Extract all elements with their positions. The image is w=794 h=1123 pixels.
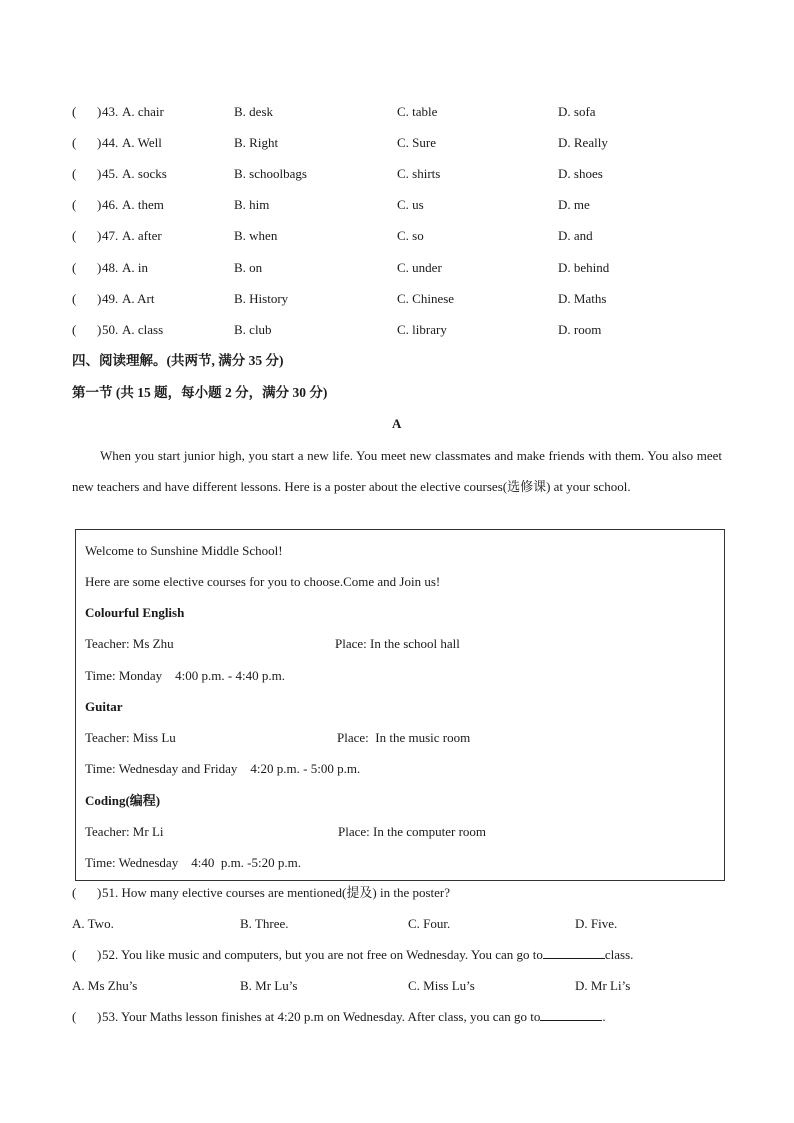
option-b: B. Right: [234, 135, 279, 150]
answer-paren-open: (: [72, 885, 77, 900]
option-b: B. him: [234, 197, 270, 212]
answer-blank: [540, 1008, 602, 1021]
answer-paren-open: (: [72, 291, 77, 306]
section-subtitle: 第一节 (共 15 题，每小题 2 分，满分 30 分): [72, 385, 328, 400]
option-a: A. socks: [122, 166, 167, 181]
question-number: 47.: [102, 228, 119, 243]
option-d: D. and: [558, 228, 593, 243]
choice-row-45: [0, 164, 794, 184]
answer-paren-close: ): [97, 166, 102, 181]
question-number: 46.: [102, 197, 119, 212]
option-b: B. club: [234, 322, 272, 337]
option-b: B. schoolbags: [234, 166, 307, 181]
option-b: B. Three.: [240, 916, 289, 931]
answer-paren-close: ): [97, 322, 102, 337]
answer-paren-open: (: [72, 322, 77, 337]
choice-row-43: [0, 102, 794, 122]
course-place: Place: In the school hall: [335, 636, 460, 651]
answer-paren-close: ): [97, 228, 102, 243]
option-d: D. Maths: [558, 291, 607, 306]
option-d: D. behind: [558, 260, 610, 275]
option-c: C. library: [397, 322, 447, 337]
option-a: A. Well: [122, 135, 162, 150]
option-d: D. shoes: [558, 166, 603, 181]
option-d: D. Mr Li’s: [575, 978, 631, 993]
answer-paren-open: (: [72, 260, 77, 275]
question-number: 44.: [102, 135, 119, 150]
option-c: C. us: [397, 197, 424, 212]
option-c: C. Four.: [408, 916, 451, 931]
option-b: B. Mr Lu’s: [240, 978, 298, 993]
option-a: A. them: [122, 197, 164, 212]
question-53: [0, 1007, 794, 1027]
option-c: C. Chinese: [397, 291, 455, 306]
question-52: [0, 945, 794, 965]
choice-row-50: [0, 320, 794, 340]
option-b: B. on: [234, 260, 263, 275]
option-a: A. Ms Zhu’s: [72, 978, 138, 993]
option-a: A. after: [122, 228, 162, 243]
option-c: C. under: [397, 260, 442, 275]
course-time: Time: Wednesday 4:40 p.m. -5:20 p.m.: [85, 855, 301, 870]
option-c: C. shirts: [397, 166, 441, 181]
choice-row-49: [0, 289, 794, 309]
choice-row-44: [0, 133, 794, 153]
option-a: A. class: [122, 322, 164, 337]
option-c: C. table: [397, 104, 438, 119]
question-text: 52. You like music and computers, but you are not free on Wednesday. You can go to: [102, 947, 543, 962]
passage-label: A: [392, 416, 402, 431]
option-b: B. desk: [234, 104, 273, 119]
poster-box: [75, 529, 725, 881]
question-number: 49.: [102, 291, 119, 306]
question-51: [0, 883, 794, 903]
option-b: B. when: [234, 228, 278, 243]
course-name: Guitar: [85, 699, 123, 714]
course-teacher: Teacher: Miss Lu: [85, 730, 176, 745]
option-c: C. Miss Lu’s: [408, 978, 475, 993]
answer-paren-close: ): [97, 104, 102, 119]
passage-label-row: [0, 414, 794, 434]
section-title: 四、阅读理解。(共两节, 满分 35 分): [72, 353, 284, 368]
answer-paren-open: (: [72, 166, 77, 181]
question-text-end: .: [602, 1009, 606, 1024]
question-text: 53. Your Maths lesson finishes at 4:20 p.m on Wednesday. After class, you can go to: [102, 1009, 541, 1024]
passage-text: When you start junior high, you start a new life. You meet new classmates and make friends with them. You also meet new teachers and have different lessons. Here is a poster about the elective courses(选修课) at your school.: [72, 448, 722, 494]
option-d: D. Really: [558, 135, 608, 150]
answer-paren-open: (: [72, 104, 77, 119]
option-a: A. chair: [122, 104, 164, 119]
course-teacher: Teacher: Mr Li: [85, 824, 164, 839]
course-time: Time: Wednesday and Friday 4:20 p.m. - 5:00 p.m.: [85, 761, 361, 776]
question-text: 51. How many elective courses are mentioned(提及) in the poster?: [102, 885, 450, 900]
question-number: 50.: [102, 322, 119, 337]
answer-paren-open: (: [72, 228, 77, 243]
option-a: A. in: [122, 260, 148, 275]
option-c: C. Sure: [397, 135, 436, 150]
question-text-line: [102, 945, 633, 965]
choice-row-46: [0, 195, 794, 215]
option-a: A. Two.: [72, 916, 114, 931]
option-d: D. me: [558, 197, 590, 212]
course-place: Place: In the music room: [337, 730, 471, 745]
poster-welcome: Welcome to Sunshine Middle School!: [85, 543, 283, 558]
option-d: D. sofa: [558, 104, 596, 119]
answer-paren-open: (: [72, 947, 77, 962]
question-text-end: class.: [604, 947, 634, 962]
course-name: Colourful English: [85, 605, 185, 620]
choice-row-47: [0, 226, 794, 246]
choice-row-48: [0, 258, 794, 278]
option-d: D. room: [558, 322, 602, 337]
course-name: Coding(编程): [85, 793, 161, 808]
question-number: 45.: [102, 166, 119, 181]
option-d: D. Five.: [575, 916, 618, 931]
option-b: B. History: [234, 291, 289, 306]
course-teacher: Teacher: Ms Zhu: [85, 636, 174, 651]
answer-paren-close: ): [97, 947, 102, 962]
section-title-row: [0, 351, 794, 371]
question-number: 48.: [102, 260, 119, 275]
option-a: A. Art: [122, 291, 155, 306]
question-text-line: [102, 1007, 606, 1027]
section-subtitle-row: [0, 383, 794, 403]
answer-paren-open: (: [72, 1009, 77, 1024]
poster-intro: Here are some elective courses for you to choose.Come and Join us!: [85, 574, 441, 589]
answer-paren-close: ): [97, 135, 102, 150]
course-place: Place: In the computer room: [338, 824, 487, 839]
answer-paren-open: (: [72, 135, 77, 150]
answer-paren-close: ): [97, 197, 102, 212]
option-c: C. so: [397, 228, 424, 243]
course-time: Time: Monday 4:00 p.m. - 4:40 p.m.: [85, 668, 285, 683]
answer-paren-close: ): [97, 885, 102, 900]
question-number: 43.: [102, 104, 119, 119]
answer-blank: [543, 946, 605, 959]
answer-paren-close: ): [97, 291, 102, 306]
answer-paren-close: ): [97, 260, 102, 275]
answer-paren-close: ): [97, 1009, 102, 1024]
question-51-options: [0, 914, 794, 934]
answer-paren-open: (: [72, 197, 77, 212]
question-52-options: [0, 976, 794, 996]
